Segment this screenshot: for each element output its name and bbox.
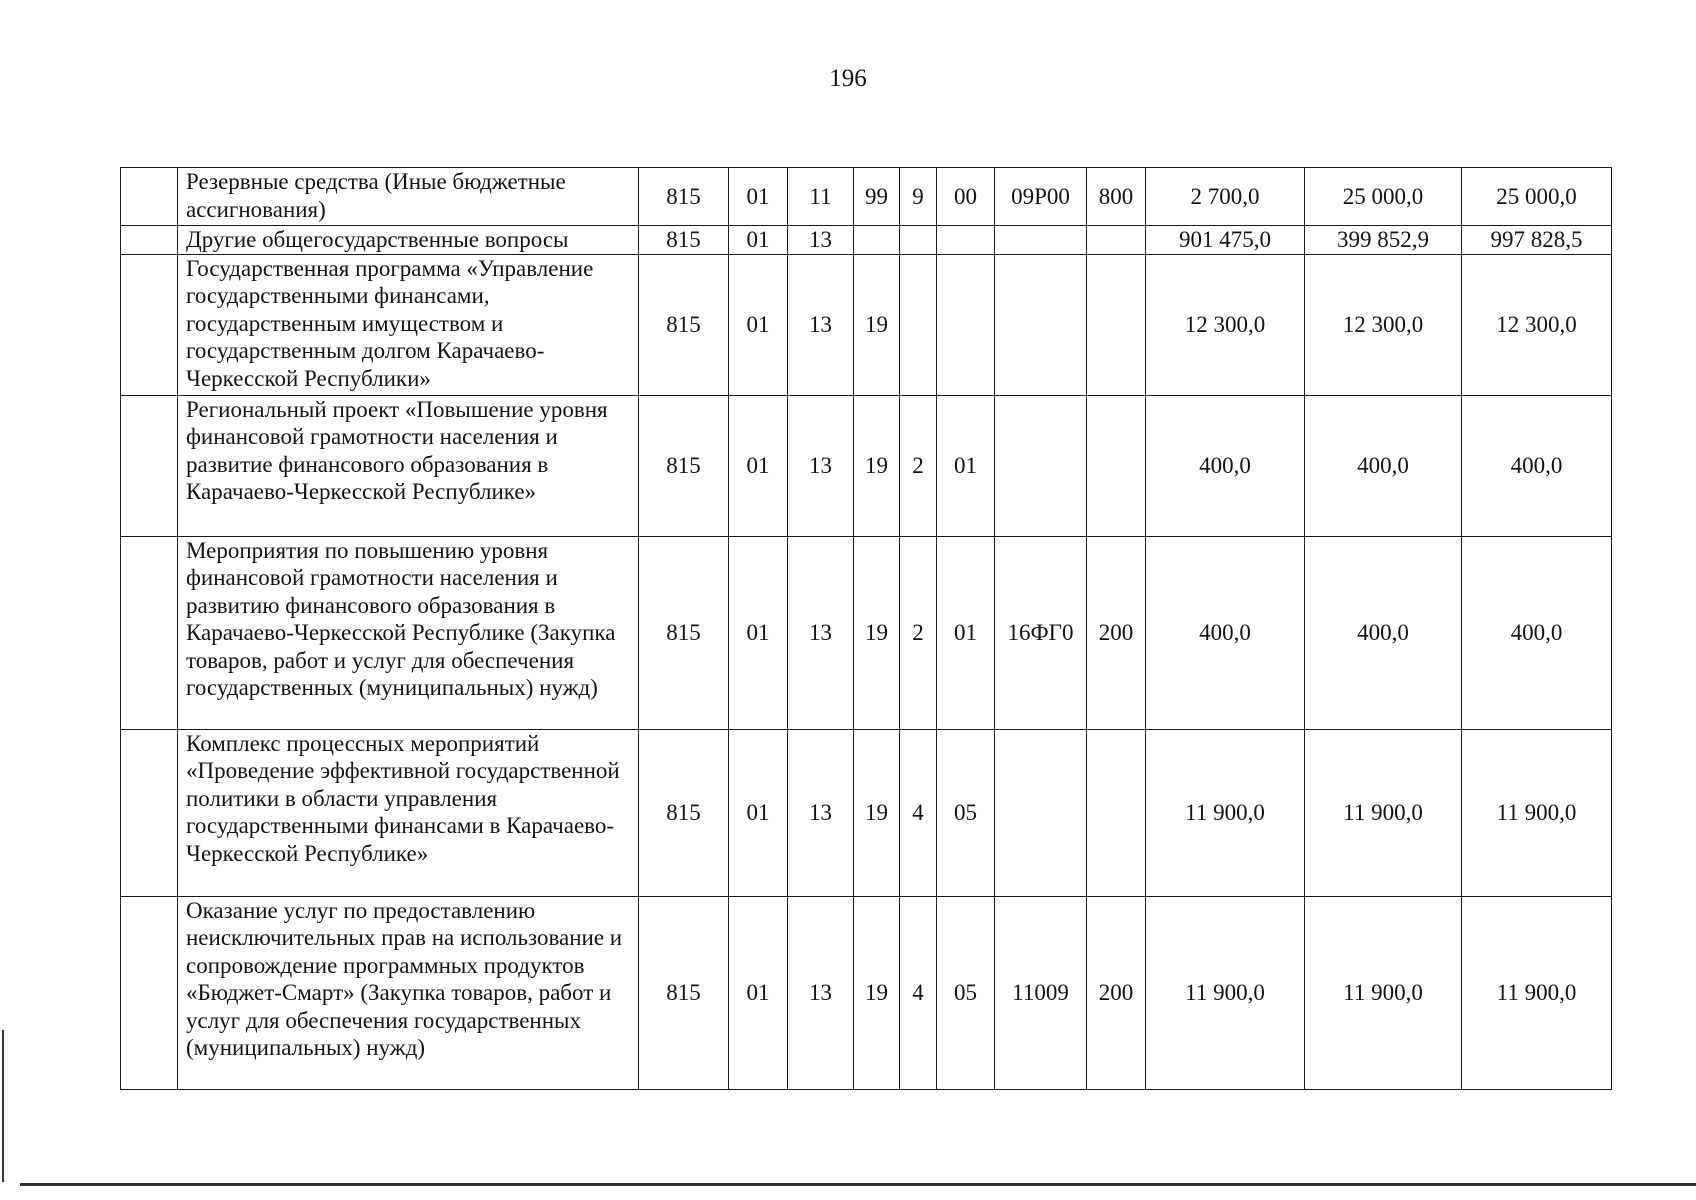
scan-bottom-edge-line (20, 1183, 1696, 1186)
table-row (121, 168, 1612, 226)
expense-name-cell: Комплекс процессных мероприятий «Проведение эффективной государственной политики в области управления государственными финансами в Карачаево-Черкесской Республике» (178, 729, 639, 896)
budget-table (120, 167, 1612, 1090)
event-code-cell (937, 254, 995, 395)
index-cell (121, 536, 178, 729)
index-cell (121, 168, 178, 226)
amount-year-1-cell: 12 300,0 (1146, 254, 1305, 395)
subsection-code-cell: 13 (788, 254, 854, 395)
event-code-cell: 01 (937, 395, 995, 536)
subsection-code-cell: 13 (788, 395, 854, 536)
admin-code-cell: 815 (639, 254, 729, 395)
program-code-cell: 19 (854, 536, 900, 729)
expense-name-cell: Резервные средства (Иные бюджетные ассигнования) (178, 168, 639, 226)
amount-year-1-cell: 901 475,0 (1146, 226, 1305, 255)
amount-year-3-cell: 12 300,0 (1462, 254, 1612, 395)
amount-year-2-cell: 400,0 (1305, 395, 1462, 536)
expense-type-cell (1087, 226, 1146, 255)
direction-code-cell: 16ФГ0 (995, 536, 1087, 729)
subsection-code-cell: 13 (788, 729, 854, 896)
subprogram-code-cell: 2 (900, 395, 937, 536)
program-code-cell: 19 (854, 896, 900, 1089)
index-cell (121, 395, 178, 536)
amount-year-1-cell: 11 900,0 (1146, 729, 1305, 896)
table-row (121, 254, 1612, 395)
expense-name-cell: Другие общегосударственные вопросы (178, 226, 639, 255)
amount-year-1-cell: 400,0 (1146, 536, 1305, 729)
index-cell (121, 226, 178, 255)
direction-code-cell (995, 254, 1087, 395)
direction-code-cell (995, 729, 1087, 896)
amount-year-3-cell: 400,0 (1462, 536, 1612, 729)
expense-name-cell: Региональный проект «Повышение уровня финансовой грамотности населения и развитие финансового образования в Карачаево-Черкесской Республике» (178, 395, 639, 536)
amount-year-1-cell: 400,0 (1146, 395, 1305, 536)
admin-code-cell: 815 (639, 226, 729, 255)
section-code-cell: 01 (729, 168, 788, 226)
expense-type-cell (1087, 729, 1146, 896)
admin-code-cell: 815 (639, 168, 729, 226)
subprogram-code-cell: 9 (900, 168, 937, 226)
subprogram-code-cell (900, 254, 937, 395)
expense-name-cell: Мероприятия по повышению уровня финансовой грамотности населения и развитию финансового образования в Карачаево-Черкесской Республике (Закупка товаров, работ и услуг для обеспечения государственных (муниципальных) нужд) (178, 536, 639, 729)
table-row (121, 536, 1612, 729)
program-code-cell: 99 (854, 168, 900, 226)
program-code-cell (854, 226, 900, 255)
event-code-cell: 05 (937, 729, 995, 896)
expense-type-cell: 800 (1087, 168, 1146, 226)
subsection-code-cell: 13 (788, 536, 854, 729)
section-code-cell: 01 (729, 395, 788, 536)
table-row (121, 395, 1612, 536)
amount-year-3-cell: 25 000,0 (1462, 168, 1612, 226)
direction-code-cell (995, 226, 1087, 255)
expense-type-cell: 200 (1087, 896, 1146, 1089)
subprogram-code-cell: 2 (900, 536, 937, 729)
index-cell (121, 896, 178, 1089)
event-code-cell: 00 (937, 168, 995, 226)
table-row (121, 226, 1612, 255)
expense-type-cell (1087, 395, 1146, 536)
section-code-cell: 01 (729, 729, 788, 896)
section-code-cell: 01 (729, 536, 788, 729)
subprogram-code-cell: 4 (900, 896, 937, 1089)
event-code-cell: 01 (937, 536, 995, 729)
admin-code-cell: 815 (639, 729, 729, 896)
page-number: 196 (829, 65, 867, 92)
direction-code-cell: 11009 (995, 896, 1087, 1089)
section-code-cell: 01 (729, 226, 788, 255)
event-code-cell (937, 226, 995, 255)
table-row (121, 729, 1612, 896)
subsection-code-cell: 13 (788, 226, 854, 255)
amount-year-3-cell: 11 900,0 (1462, 896, 1612, 1089)
amount-year-1-cell: 11 900,0 (1146, 896, 1305, 1089)
admin-code-cell: 815 (639, 395, 729, 536)
expense-name-cell: Оказание услуг по предоставлению неисключительных прав на использование и сопровождение программных продуктов «Бюджет-Смарт» (Закупка товаров, работ и услуг для обеспечения государственных (муниципальных) нужд) (178, 896, 639, 1089)
index-cell (121, 729, 178, 896)
direction-code-cell (995, 395, 1087, 536)
program-code-cell: 19 (854, 729, 900, 896)
amount-year-2-cell: 25 000,0 (1305, 168, 1462, 226)
amount-year-3-cell: 997 828,5 (1462, 226, 1612, 255)
amount-year-2-cell: 12 300,0 (1305, 254, 1462, 395)
amount-year-2-cell: 11 900,0 (1305, 729, 1462, 896)
expense-name-cell: Государственная программа «Управление государственными финансами, государственным имуществом и государственным долгом Карачаево-Черкесской Республики» (178, 254, 639, 395)
amount-year-3-cell: 11 900,0 (1462, 729, 1612, 896)
scan-margin-line (2, 1030, 4, 1182)
admin-code-cell: 815 (639, 896, 729, 1089)
direction-code-cell: 09Р00 (995, 168, 1087, 226)
amount-year-2-cell: 400,0 (1305, 536, 1462, 729)
amount-year-2-cell: 399 852,9 (1305, 226, 1462, 255)
expense-type-cell (1087, 254, 1146, 395)
amount-year-1-cell: 2 700,0 (1146, 168, 1305, 226)
subprogram-code-cell: 4 (900, 729, 937, 896)
program-code-cell: 19 (854, 395, 900, 536)
subsection-code-cell: 11 (788, 168, 854, 226)
amount-year-2-cell: 11 900,0 (1305, 896, 1462, 1089)
subprogram-code-cell (900, 226, 937, 255)
section-code-cell: 01 (729, 254, 788, 395)
event-code-cell: 05 (937, 896, 995, 1089)
subsection-code-cell: 13 (788, 896, 854, 1089)
section-code-cell: 01 (729, 896, 788, 1089)
index-cell (121, 254, 178, 395)
expense-type-cell: 200 (1087, 536, 1146, 729)
amount-year-3-cell: 400,0 (1462, 395, 1612, 536)
admin-code-cell: 815 (639, 536, 729, 729)
table-row (121, 896, 1612, 1089)
program-code-cell: 19 (854, 254, 900, 395)
